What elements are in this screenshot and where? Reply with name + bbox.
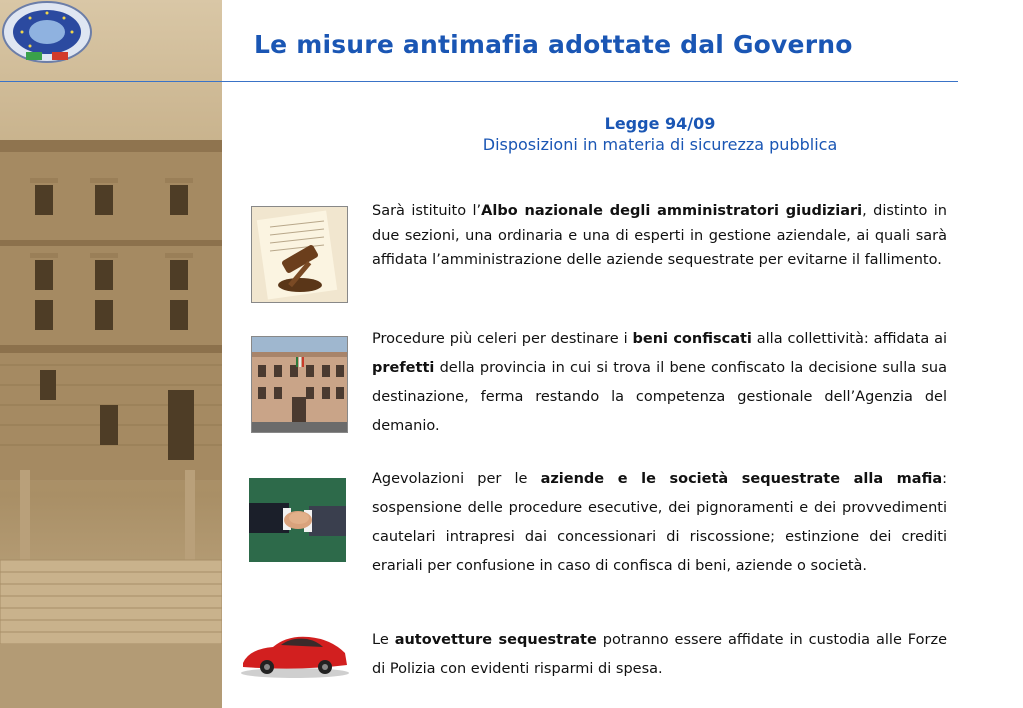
page-title: Le misure antimafia adottate dal Governo [254, 30, 853, 59]
item-auto-text-1: Le [372, 632, 395, 648]
government-building-icon [252, 337, 347, 432]
item-aziende-text-1: Agevolazioni per le [372, 471, 541, 487]
item-auto-text-2: potranno essere affidate in custodia alle Forze di Polizia con evidenti risparmi di spesa. [372, 632, 947, 677]
handshake-icon [249, 478, 346, 562]
car-thumbnail [239, 627, 351, 679]
gavel-document-icon [252, 207, 347, 302]
item-aziende-text-2: : sospensione delle procedure esecutive, dei pignoramenti e dei provvedimenti cautelari intrapresi dai concessionari di riscossione; estinzione dei crediti erariali per confusione in caso di confisca di beni, aziende o società. [372, 471, 947, 574]
ministry-emblem-icon [0, 0, 94, 66]
item-beni-text-3: della provincia in cui si trova il bene confiscato la decisione sulla sua destinazione, ferma restando la competenza gestionale dell’Agenzia del demanio. [372, 360, 947, 434]
item-beni-bold-2: prefetti [372, 360, 435, 376]
item-albo-text-1: Sarà istituito l’ [372, 203, 482, 219]
item-albo-text-2: , distinto in due sezioni, una ordinaria e una di esperti in gestione aziendale, ai quali sarà affidata l’amministrazione delle aziende sequestrate per evitarne il fallimento. [372, 203, 947, 268]
item-albo [372, 199, 947, 273]
red-sports-car-icon [239, 627, 351, 679]
item-autovetture [372, 626, 947, 684]
building-photo-strip [0, 0, 222, 708]
item-beni-bold-1: beni confiscati [632, 331, 752, 347]
law-heading [420, 114, 900, 156]
gavel-document-thumbnail [251, 206, 348, 303]
item-auto-bold: autovetture sequestrate [394, 632, 597, 648]
item-albo-bold: Albo nazionale degli amministratori giudiziari [481, 203, 863, 219]
building-facade-icon [0, 0, 222, 708]
law-title: Legge 94/09 [604, 114, 716, 133]
building-thumbnail [251, 336, 348, 433]
item-aziende [372, 465, 947, 581]
item-aziende-bold: aziende e le società sequestrate alla mafia [540, 471, 943, 487]
item-beni-text-1: Procedure più celeri per destinare i [372, 331, 633, 347]
title-divider [0, 81, 958, 82]
item-beni-text-2: alla collettività: affidata ai [751, 331, 947, 347]
item-beni-confiscati [372, 325, 947, 441]
law-subtitle: Disposizioni in materia di sicurezza pubblica [482, 135, 838, 154]
handshake-thumbnail [249, 478, 346, 562]
